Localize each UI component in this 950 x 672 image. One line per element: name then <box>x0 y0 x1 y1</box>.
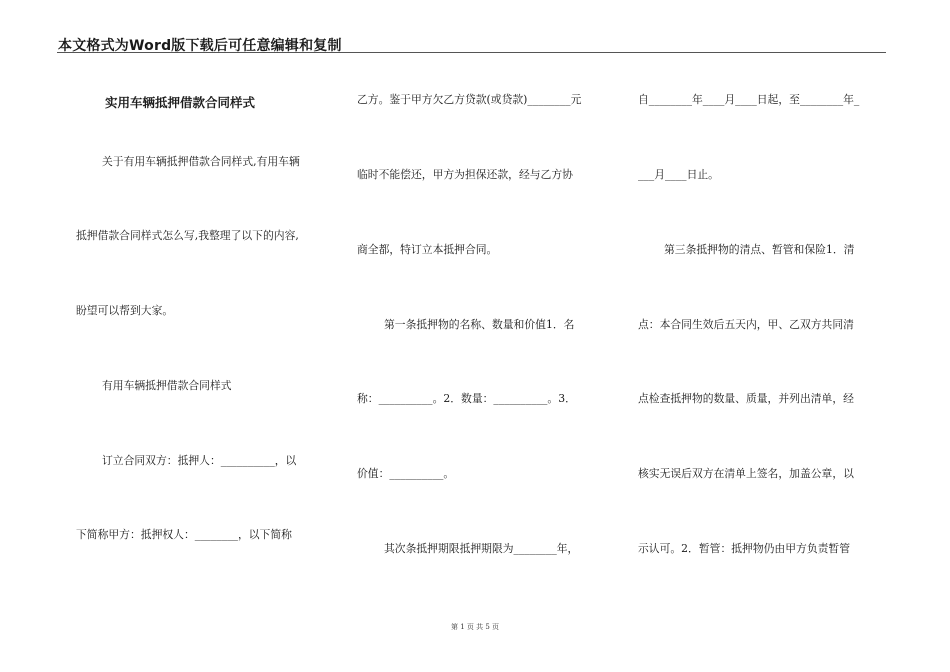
col1-line-5: 订立合同双方：抵押人：__________，以 <box>102 454 297 467</box>
col2-line-5: 称：__________。2．数量：__________。3． <box>357 392 576 405</box>
col2-line-4: 第一条抵押物的名称、数量和价值1．名 <box>384 318 575 331</box>
col3-line-4: 点：本合同生效后五天内，甲、乙双方共同清 <box>638 318 854 331</box>
document-title: 实用车辆抵押借款合同样式 <box>105 95 256 110</box>
col3-line-5: 点检查抵押物的数量、质量，并列出清单，经 <box>638 392 854 405</box>
col1-line-1: 关于有用车辆抵押借款合同样式,有用车辆 <box>102 155 300 168</box>
col1-line-3: 盼望可以帮到大家。 <box>76 304 174 317</box>
col3-line-7: 示认可。2．暂管：抵押物仍由甲方负责暂管 <box>638 542 851 555</box>
col3-line-6: 核实无误后双方在清单上签名，加盖公章，以 <box>638 467 854 480</box>
col3-line-1: 自________年____月____日起，至________年_ <box>638 93 860 106</box>
col2-line-2: 临时不能偿还，甲方为担保还款，经与乙方协 <box>357 168 573 181</box>
col1-line-2: 抵押借款合同样式怎么写,我整理了以下的内容, <box>76 229 299 242</box>
col2-line-1: 乙方。鉴于甲方欠乙方贷款(或贷款)________元 <box>357 93 582 106</box>
col3-line-3: 第三条抵押物的清点、暂管和保险1．清 <box>664 243 855 256</box>
col2-line-7: 其次条抵押期限抵押期限为________年， <box>384 542 579 555</box>
page-header-title: 本文格式为Word版下载后可任意编辑和复制 <box>58 38 342 54</box>
col1-line-6: 下简称甲方：抵押权人：________，以下简称 <box>76 528 292 541</box>
col1-line-4: 有用车辆抵押借款合同样式 <box>102 379 232 392</box>
col2-line-6: 价值：__________。 <box>357 467 455 480</box>
col2-line-3: 商全都，特订立本抵押合同。 <box>357 243 498 256</box>
col3-line-2: ___月____日止。 <box>638 168 719 181</box>
header-divider <box>57 52 886 53</box>
page-number-footer: 第 1 页 共 5 页 <box>450 623 500 631</box>
